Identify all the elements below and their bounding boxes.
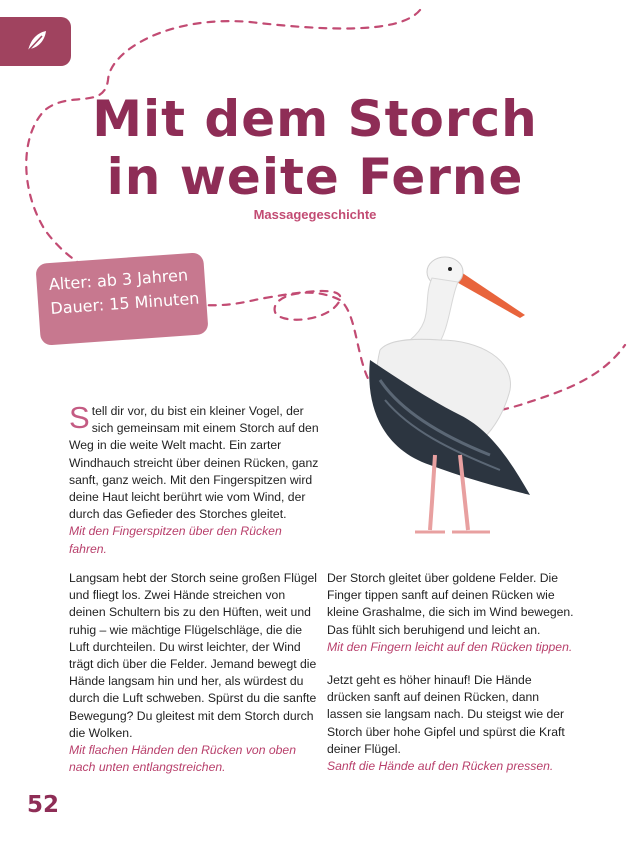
page-title-line2: in weite Ferne <box>106 148 524 206</box>
page-number: 52 <box>27 792 60 818</box>
instruction-3: Mit den Fingern leicht auf den Rücken tippen. <box>327 639 573 654</box>
info-box <box>35 252 208 346</box>
story-text-2: Langsam hebt der Storch seine großen Flügel und fliegt los. Zwei Hände streichen von deinen Schultern bis zu den Hüften, weit und ruhig – wie mächtige Flügelschläge, die die Luft durchteilen. Du wirst leichter, der Wind trägt dich über die Felder. Jemand bewegt die Hände langsam hin und her, als würdest du durch die Luft schweben. Spürst du die sanfte Bewegung? Du gleitest mit dem Storch durch die Wolken. <box>69 571 317 740</box>
instruction-1: Mit den Fingerspitzen über den Rücken fahren. <box>69 524 282 556</box>
instruction-4: Sanft die Hände auf den Rücken pressen. <box>327 759 554 774</box>
story-paragraph-4 <box>327 672 577 775</box>
age-label: Alter: ab 3 Jahren <box>48 265 189 295</box>
story-text-1: tell dir vor, du bist ein kleiner Vogel, der sich gemeinsam mit einem Storch auf den Weg in die weite Welt macht. Ein zarter Windhauch streicht über deinen Rücken, ganz sanft, ganz weich. Mit den Fingerspitzen wird deine Haut leicht berührt wie vom Wind, der durch das Gefieder des Storches gleitet. <box>69 404 319 522</box>
subtitle: Massagegeschichte <box>253 207 377 222</box>
story-text-4: Jetzt geht es höher hinauf! Die Hände drücken sanft auf deinen Rücken, dann lassen sie langsam nach. Du steigst wie der Storch über hohe Gipfel und spürst die Kraft deiner Flügel. <box>327 673 565 756</box>
story-paragraph-1 <box>69 400 319 558</box>
dropcap: S <box>69 400 90 435</box>
story-paragraph-3 <box>327 570 577 656</box>
story-text-3: Der Storch gleitet über goldene Felder. Die Finger tippen sanft auf deinen Rücken wie kleine Grashalme, die sich im Wind bewegen. Das fühlt sich beruhigend und leicht an. <box>327 571 574 637</box>
stork-illustration <box>340 240 540 540</box>
story-paragraph-2 <box>69 570 319 776</box>
feather-icon <box>22 27 50 55</box>
duration-label: Dauer: 15 Minuten <box>49 288 200 318</box>
page-title-line1: Mit dem Storch <box>92 90 538 148</box>
chapter-tab <box>0 17 71 66</box>
instruction-2: Mit flachen Händen den Rücken von oben nach unten entlangstreichen. <box>69 743 296 775</box>
